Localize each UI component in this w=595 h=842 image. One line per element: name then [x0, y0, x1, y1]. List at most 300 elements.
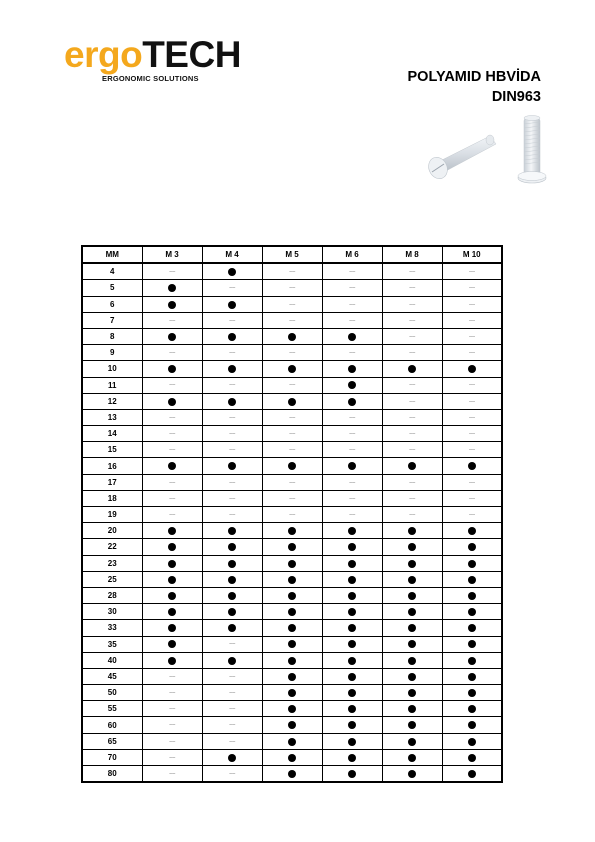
table-cell [382, 409, 442, 425]
column-header-mm: MM [82, 246, 142, 263]
table-cell [382, 685, 442, 701]
not-available-dash: ----- [468, 511, 475, 518]
available-dot-icon [468, 721, 476, 729]
table-cell [202, 474, 262, 490]
available-dot-icon [408, 673, 416, 681]
column-header-m3: M 3 [142, 246, 202, 263]
not-available-dash: ----- [229, 317, 235, 324]
table-cell [442, 636, 502, 652]
available-dot-icon [468, 754, 476, 762]
not-available-dash: ----- [229, 738, 235, 745]
not-available-dash: ----- [169, 269, 175, 276]
table-cell [262, 312, 322, 328]
table-cell [382, 490, 442, 506]
available-dot-icon [468, 770, 476, 778]
table-cell [262, 636, 322, 652]
not-available-dash: ----- [468, 447, 475, 454]
available-dot-icon [288, 624, 296, 632]
table-cell [142, 636, 202, 652]
table-cell [382, 717, 442, 733]
table-cell [142, 393, 202, 409]
table-cell [442, 717, 502, 733]
table-cell [322, 523, 382, 539]
row-length-mm: 13 [82, 409, 142, 425]
table-cell [142, 361, 202, 377]
not-available-dash: ----- [349, 269, 355, 276]
table-cell [262, 668, 322, 684]
table-cell [322, 571, 382, 587]
table-cell [262, 296, 322, 312]
row-length-mm: 5 [82, 280, 142, 296]
table-row [82, 749, 502, 765]
available-dot-icon [288, 543, 296, 551]
table-cell [262, 717, 322, 733]
not-available-dash: ----- [468, 382, 475, 389]
table-cell [322, 717, 382, 733]
table-cell [262, 749, 322, 765]
not-available-dash: ----- [169, 479, 175, 486]
table-cell [382, 458, 442, 474]
table-cell [262, 604, 322, 620]
table-row [82, 766, 502, 783]
table-cell [382, 263, 442, 280]
table-cell [322, 263, 382, 280]
not-available-dash: ----- [409, 285, 415, 292]
available-dot-icon [228, 398, 236, 406]
not-available-dash: ----- [409, 479, 415, 486]
table-cell [442, 685, 502, 701]
table-cell [442, 587, 502, 603]
row-length-mm: 23 [82, 555, 142, 571]
row-length-mm: 40 [82, 652, 142, 668]
not-available-dash: ----- [468, 285, 475, 292]
row-length-mm: 25 [82, 571, 142, 587]
table-cell [442, 766, 502, 783]
table-cell [442, 571, 502, 587]
table-cell [382, 426, 442, 442]
available-dot-icon [228, 543, 236, 551]
table-cell [382, 296, 442, 312]
available-dot-icon [168, 640, 176, 648]
table-cell [262, 409, 322, 425]
table-row [82, 312, 502, 328]
not-available-dash: ----- [349, 350, 355, 357]
available-dot-icon [228, 527, 236, 535]
not-available-dash: ----- [289, 511, 295, 518]
available-dot-icon [408, 657, 416, 665]
available-dot-icon [348, 560, 356, 568]
table-row [82, 555, 502, 571]
table-cell [382, 571, 442, 587]
available-dot-icon [288, 560, 296, 568]
table-cell [142, 604, 202, 620]
table-cell [142, 652, 202, 668]
table-cell [142, 539, 202, 555]
table-cell [322, 296, 382, 312]
table-cell [322, 587, 382, 603]
not-available-dash: ----- [289, 479, 295, 486]
not-available-dash: ----- [289, 495, 295, 502]
available-dot-icon [408, 770, 416, 778]
not-available-dash: ----- [349, 447, 355, 454]
table-cell [202, 458, 262, 474]
table-cell [322, 345, 382, 361]
row-length-mm: 60 [82, 717, 142, 733]
available-dot-icon [288, 365, 296, 373]
table-cell [382, 620, 442, 636]
available-dot-icon [348, 333, 356, 341]
available-dot-icon [468, 705, 476, 713]
table-cell [322, 474, 382, 490]
available-dot-icon [228, 657, 236, 665]
not-available-dash: ----- [468, 431, 475, 438]
table-cell [442, 474, 502, 490]
table-cell [142, 587, 202, 603]
table-cell [262, 652, 322, 668]
not-available-dash: ----- [229, 479, 235, 486]
brand-logo [64, 36, 241, 83]
not-available-dash: ----- [409, 333, 415, 340]
not-available-dash: ----- [169, 690, 175, 697]
table-cell [442, 377, 502, 393]
table-cell [442, 507, 502, 523]
table-cell [382, 442, 442, 458]
table-row [82, 507, 502, 523]
table-row [82, 652, 502, 668]
not-available-dash: ----- [409, 350, 415, 357]
not-available-dash: ----- [468, 333, 475, 340]
available-dot-icon [408, 624, 416, 632]
available-dot-icon [348, 673, 356, 681]
column-header-m4: M 4 [202, 246, 262, 263]
available-dot-icon [228, 592, 236, 600]
not-available-dash: ----- [468, 479, 475, 486]
available-dot-icon [408, 640, 416, 648]
table-cell [142, 442, 202, 458]
row-length-mm: 70 [82, 749, 142, 765]
table-row [82, 377, 502, 393]
table-row [82, 442, 502, 458]
table-row [82, 733, 502, 749]
table-cell [442, 345, 502, 361]
table-cell [262, 377, 322, 393]
row-length-mm: 12 [82, 393, 142, 409]
table-cell [262, 685, 322, 701]
table-cell [382, 733, 442, 749]
standing-screw [518, 116, 546, 184]
table-cell [442, 458, 502, 474]
available-dot-icon [168, 560, 176, 568]
table-header-row [82, 246, 502, 263]
table-cell [202, 717, 262, 733]
table-cell [202, 442, 262, 458]
table-cell [322, 685, 382, 701]
not-available-dash: ----- [169, 382, 175, 389]
table-cell [142, 409, 202, 425]
table-cell [262, 280, 322, 296]
lying-screw [425, 135, 496, 182]
row-length-mm: 11 [82, 377, 142, 393]
not-available-dash: ----- [289, 285, 295, 292]
product-title-line2: DIN963 [491, 89, 541, 105]
available-dot-icon [348, 592, 356, 600]
available-dot-icon [348, 365, 356, 373]
row-length-mm: 80 [82, 766, 142, 783]
available-dot-icon [348, 543, 356, 551]
table-cell [142, 490, 202, 506]
available-dot-icon [468, 624, 476, 632]
available-dot-icon [408, 527, 416, 535]
row-length-mm: 7 [82, 312, 142, 328]
table-cell [322, 442, 382, 458]
not-available-dash: ----- [409, 511, 415, 518]
table-cell [442, 539, 502, 555]
row-length-mm: 22 [82, 539, 142, 555]
available-dot-icon [168, 576, 176, 584]
available-dot-icon [288, 527, 296, 535]
not-available-dash: ----- [229, 770, 235, 777]
table-cell [382, 280, 442, 296]
table-cell [382, 555, 442, 571]
table-row [82, 426, 502, 442]
available-dot-icon [348, 398, 356, 406]
available-dot-icon [468, 673, 476, 681]
available-dot-icon [348, 721, 356, 729]
available-dot-icon [288, 689, 296, 697]
available-dot-icon [348, 689, 356, 697]
table-cell [442, 749, 502, 765]
table-cell [262, 539, 322, 555]
available-dot-icon [408, 592, 416, 600]
table-cell [322, 458, 382, 474]
available-dot-icon [348, 576, 356, 584]
available-dot-icon [288, 721, 296, 729]
not-available-dash: ----- [468, 269, 475, 276]
available-dot-icon [228, 268, 236, 276]
table-cell [262, 620, 322, 636]
table-cell [442, 668, 502, 684]
not-available-dash: ----- [468, 317, 475, 324]
table-cell [202, 636, 262, 652]
table-cell [442, 263, 502, 280]
not-available-dash: ----- [409, 414, 415, 421]
available-dot-icon [288, 398, 296, 406]
not-available-dash: ----- [169, 447, 175, 454]
table-cell [382, 604, 442, 620]
table-cell [142, 749, 202, 765]
screw-product-image [424, 112, 552, 196]
available-dot-icon [348, 640, 356, 648]
row-length-mm: 17 [82, 474, 142, 490]
table-cell [202, 361, 262, 377]
available-dot-icon [348, 705, 356, 713]
table-row [82, 685, 502, 701]
available-dot-icon [228, 301, 236, 309]
table-cell [262, 458, 322, 474]
table-cell [262, 426, 322, 442]
table-cell [442, 652, 502, 668]
available-dot-icon [288, 738, 296, 746]
table-row [82, 490, 502, 506]
available-dot-icon [168, 365, 176, 373]
available-dot-icon [288, 333, 296, 341]
table-cell [202, 685, 262, 701]
column-header-m6: M 6 [322, 246, 382, 263]
table-cell [202, 377, 262, 393]
not-available-dash: ----- [169, 350, 175, 357]
logo-tagline: ERGONOMIC SOLUTIONS [102, 74, 199, 83]
table-cell [382, 523, 442, 539]
table-cell [202, 571, 262, 587]
table-cell [442, 555, 502, 571]
table-row [82, 345, 502, 361]
table-cell [442, 442, 502, 458]
table-cell [442, 409, 502, 425]
available-dot-icon [408, 543, 416, 551]
not-available-dash: ----- [409, 495, 415, 502]
row-length-mm: 14 [82, 426, 142, 442]
available-dot-icon [468, 657, 476, 665]
available-dot-icon [348, 608, 356, 616]
not-available-dash: ----- [169, 738, 175, 745]
not-available-dash: ----- [169, 431, 175, 438]
table-cell [442, 361, 502, 377]
table-cell [202, 587, 262, 603]
available-dot-icon [228, 754, 236, 762]
row-length-mm: 6 [82, 296, 142, 312]
table-row [82, 620, 502, 636]
not-available-dash: ----- [289, 350, 295, 357]
table-cell [142, 280, 202, 296]
table-cell [322, 604, 382, 620]
table-cell [442, 393, 502, 409]
table-cell [322, 280, 382, 296]
available-dot-icon [408, 462, 416, 470]
not-available-dash: ----- [468, 414, 475, 421]
table-cell [442, 490, 502, 506]
table-cell [322, 766, 382, 783]
available-dot-icon [408, 365, 416, 373]
size-availability-table [81, 245, 503, 783]
available-dot-icon [468, 527, 476, 535]
table-cell [382, 749, 442, 765]
not-available-dash: ----- [229, 690, 235, 697]
table-row [82, 361, 502, 377]
available-dot-icon [228, 608, 236, 616]
available-dot-icon [348, 738, 356, 746]
table-cell [322, 620, 382, 636]
row-length-mm: 45 [82, 668, 142, 684]
table-row [82, 296, 502, 312]
row-length-mm: 33 [82, 620, 142, 636]
available-dot-icon [408, 705, 416, 713]
table-cell [142, 620, 202, 636]
table-cell [382, 377, 442, 393]
column-header-m10: M 10 [442, 246, 502, 263]
table-cell [262, 587, 322, 603]
not-available-dash: ----- [169, 722, 175, 729]
table-cell [142, 507, 202, 523]
table-cell [382, 474, 442, 490]
table-cell [202, 766, 262, 783]
not-available-dash: ----- [468, 398, 475, 405]
table-cell [142, 685, 202, 701]
table-cell [262, 345, 322, 361]
table-row [82, 458, 502, 474]
table-cell [322, 652, 382, 668]
available-dot-icon [288, 705, 296, 713]
product-title [408, 67, 541, 107]
available-dot-icon [228, 560, 236, 568]
table-cell [202, 312, 262, 328]
table-cell [382, 636, 442, 652]
not-available-dash: ----- [349, 414, 355, 421]
available-dot-icon [468, 576, 476, 584]
logo-ergo: ergo [64, 34, 143, 75]
table-cell [322, 701, 382, 717]
table-cell [142, 263, 202, 280]
table-cell [262, 701, 322, 717]
available-dot-icon [288, 576, 296, 584]
available-dot-icon [408, 608, 416, 616]
row-length-mm: 15 [82, 442, 142, 458]
table-cell [382, 701, 442, 717]
table-row [82, 604, 502, 620]
table-cell [202, 328, 262, 344]
table-cell [442, 620, 502, 636]
table-cell [442, 296, 502, 312]
not-available-dash: ----- [349, 317, 355, 324]
table-cell [262, 490, 322, 506]
table-row [82, 393, 502, 409]
table-cell [322, 361, 382, 377]
not-available-dash: ----- [229, 285, 235, 292]
table-cell [202, 539, 262, 555]
table-cell [322, 393, 382, 409]
table-cell [142, 328, 202, 344]
table-row [82, 668, 502, 684]
table-cell [142, 701, 202, 717]
table-cell [202, 555, 262, 571]
available-dot-icon [288, 770, 296, 778]
available-dot-icon [468, 592, 476, 600]
logo-tech: TECH [142, 34, 241, 75]
table-row [82, 328, 502, 344]
row-length-mm: 4 [82, 263, 142, 280]
available-dot-icon [288, 640, 296, 648]
not-available-dash: ----- [409, 269, 415, 276]
table-cell [202, 523, 262, 539]
available-dot-icon [348, 462, 356, 470]
column-header-m5: M 5 [262, 246, 322, 263]
table-cell [382, 345, 442, 361]
table-cell [442, 733, 502, 749]
table-cell [262, 442, 322, 458]
not-available-dash: ----- [229, 431, 235, 438]
table-cell [202, 296, 262, 312]
not-available-dash: ----- [229, 447, 235, 454]
not-available-dash: ----- [349, 495, 355, 502]
not-available-dash: ----- [229, 511, 235, 518]
available-dot-icon [468, 462, 476, 470]
not-available-dash: ----- [229, 673, 235, 680]
table-cell [322, 668, 382, 684]
not-available-dash: ----- [468, 495, 475, 502]
table-cell [202, 490, 262, 506]
table-cell [442, 426, 502, 442]
table-cell [202, 652, 262, 668]
not-available-dash: ----- [169, 754, 175, 761]
